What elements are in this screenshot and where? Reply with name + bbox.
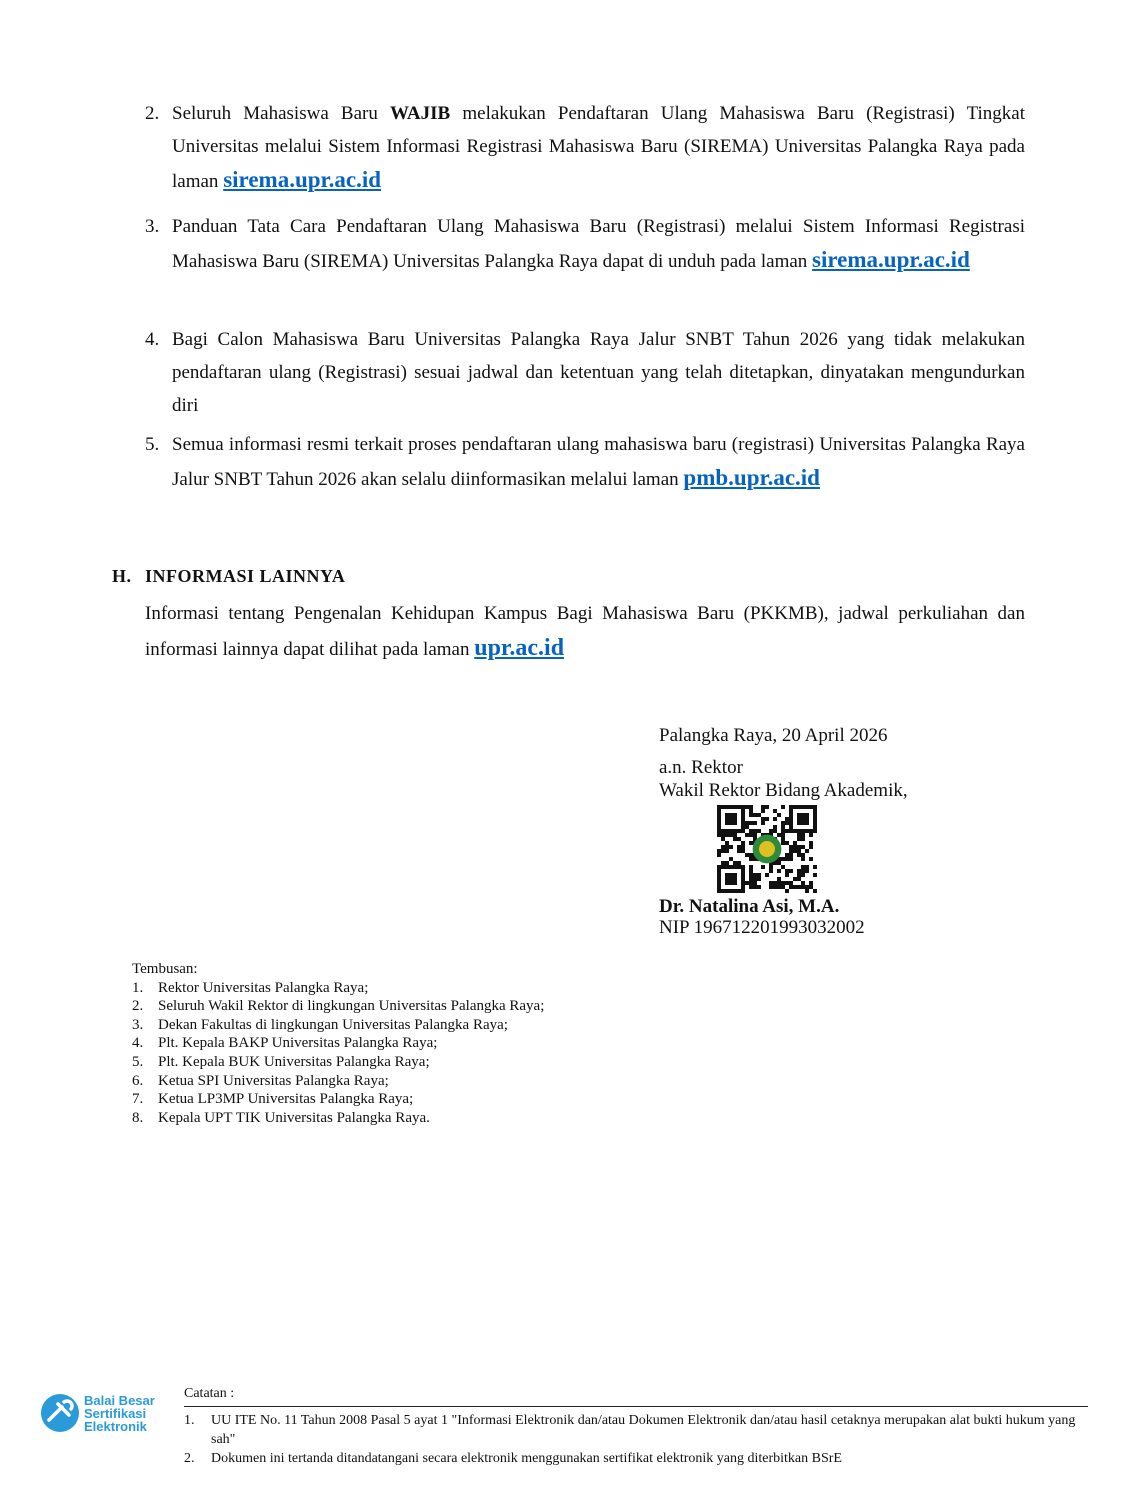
list-item-5: 5. Semua informasi resmi terkait proses pendaftaran ulang mahasiswa baru (registrasi) Universitas Palangka Raya Jalur SNBT Tahun 2026 akan selalu diinformasikan melalui laman pmb.upr.ac.id <box>145 434 1025 490</box>
note-item: 1. UU ITE No. 11 Tahun 2008 Pasal 5 ayat 1 "Informasi Elektronik dan/atau Dokumen Elektronik dan/atau hasil cetaknya merupakan alat bukti hukum yang sah" <box>184 1413 1076 1447</box>
list-item-4: 4. Bagi Calon Mahasiswa Baru Universitas Palangka Raya Jalur SNBT Tahun 2026 yang tidak melakukan pendaftaran ulang (Registrasi) sesuai jadwal dan ketentuan yang telah ditetapkan, dinyatakan mengundurkan diri <box>145 329 1025 416</box>
bsre-logo-icon <box>40 1393 80 1433</box>
place-date: Palangka Raya, 20 April 2026 <box>659 725 888 746</box>
pmb-link[interactable]: pmb.upr.ac.id <box>683 465 820 490</box>
tembusan: Tembusan: 1. Rektor Universitas Palangka Raya; 2. Seluruh Wakil Rektor di lingkungan Universitas Palangka Raya; 3. Dekan Fakultas di lingkungan Universitas Palangka Raya; 4. Plt. Kepala BAKP Universitas Palangka Raya; 5. Plt. Kepala BUK Universitas Palangka Raya; 6. Ketua SPI Universitas Palangka Raya; 7. Ketua LP3MP Universitas Palangka Raya; 8. Kepala UPT TIK Universitas Palangka Raya. <box>132 961 545 1126</box>
footer-notes: Catatan : 1. UU ITE No. 11 Tahun 2008 Pasal 5 ayat 1 "Informasi Elektronik dan/atau Dokumen Elektronik dan/atau hasil cetaknya merupakan alat bukti hukum yang sah" 2. Dokumen ini tertanda ditandatangani secara elektronik menggunakan sertifikat elektronik yang diterbitkan BSrE <box>184 1386 1088 1468</box>
tembusan-item: 7. Ketua LP3MP Universitas Palangka Raya; <box>132 1091 414 1108</box>
tembusan-item: 3. Dekan Fakultas di lingkungan Universitas Palangka Raya; <box>132 1016 508 1033</box>
bsre-logo: Balai Besar Sertifikasi Elektronik <box>40 1393 155 1433</box>
on-behalf: a.n. Rektor <box>659 757 743 778</box>
sirema-link[interactable]: sirema.upr.ac.id <box>223 167 382 192</box>
list-item-3: 3. Panduan Tata Cara Pendaftaran Ulang Mahasiswa Baru (Registrasi) melalui Sistem Informasi Registrasi Mahasiswa Baru (SIREMA) Universitas Palangka Raya dapat di unduh pada laman sirema.upr.ac.id <box>145 216 1025 272</box>
note-item: 2. Dokumen ini tertanda ditandatangani secara elektronik menggunakan sertifikat elektronik yang diterbitkan BSrE <box>184 1451 842 1466</box>
tembusan-item: 8. Kepala UPT TIK Universitas Palangka Raya. <box>132 1109 430 1126</box>
signer-position: Wakil Rektor Bidang Akademik, <box>659 780 908 801</box>
tembusan-item: 4. Plt. Kepala BAKP Universitas Palangka Raya; <box>132 1035 438 1052</box>
tembusan-item: 6. Ketua SPI Universitas Palangka Raya; <box>132 1072 389 1089</box>
signer-nip: NIP 196712201993032002 <box>659 917 865 938</box>
sirema-guide-link[interactable]: sirema.upr.ac.id <box>812 247 970 272</box>
signer-name: Dr. Natalina Asi, M.A. <box>659 896 840 917</box>
tembusan-item: 2. Seluruh Wakil Rektor di lingkungan Universitas Palangka Raya; <box>132 998 545 1015</box>
upr-link[interactable]: upr.ac.id <box>474 635 565 661</box>
list-item-2: 2. Seluruh Mahasiswa Baru WAJIB melakukan Pendaftaran Ulang Mahasiswa Baru (Registrasi) Tingkat Universitas melalui Sistem Informasi Registrasi Mahasiswa Baru (SIREMA) Universitas Palangka Raya pada laman sirema.upr.ac.id <box>145 103 1025 192</box>
section-paragraph: Informasi tentang Pengenalan Kehidupan Kampus Bagi Mahasiswa Baru (PKKMB), jadwal perkuliahan dan informasi lainnya dapat dilihat pada laman upr.ac.id <box>145 603 1025 661</box>
qr-code-signature <box>717 805 817 893</box>
tembusan-item: 5. Plt. Kepala BUK Universitas Palangka Raya; <box>132 1053 430 1070</box>
section-heading: H. INFORMASI LAINNYA <box>112 566 346 586</box>
tembusan-item: 1. Rektor Universitas Palangka Raya; <box>132 979 369 996</box>
